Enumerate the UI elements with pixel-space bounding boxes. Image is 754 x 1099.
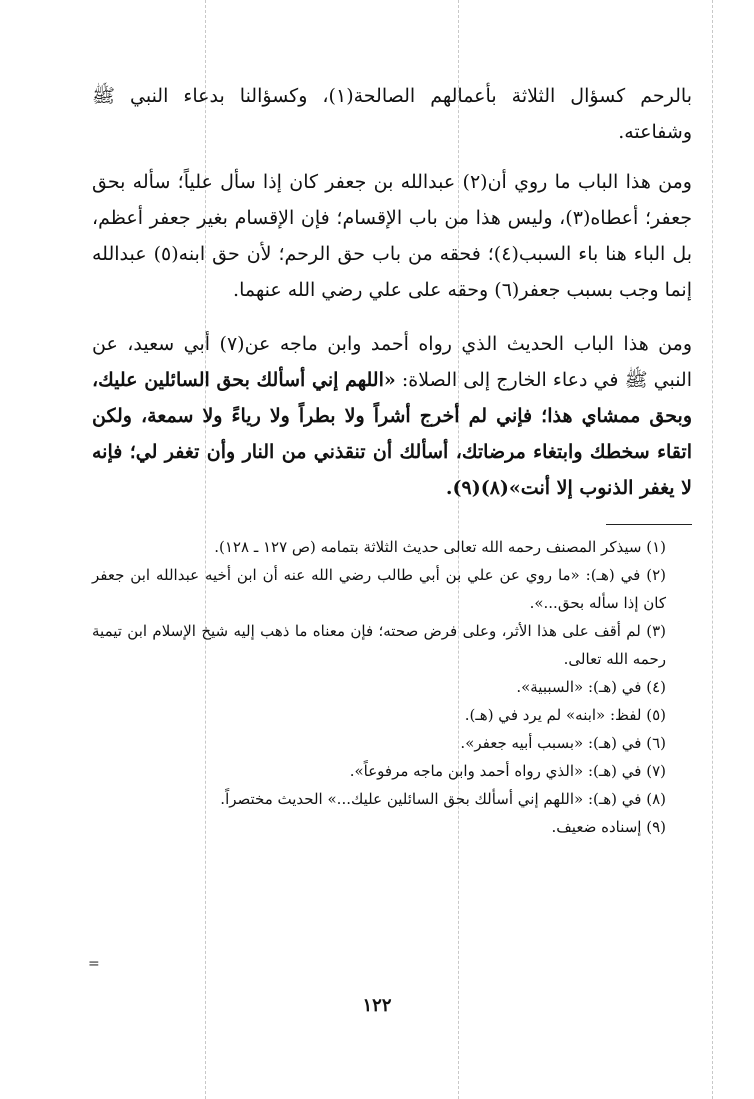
footnote-separator — [606, 524, 692, 525]
footnote-3: (٣) لم أقف على هذا الأثر، وعلى فرض صحته؛ فإن معناه ما ذهب إليه شيخ الإسلام ابن تيمية رحمه الله تعالى. — [92, 622, 666, 668]
paragraph-3 — [92, 326, 692, 506]
footnote-5: (٥) لفظ: «ابنه» لم يرد في (هـ). — [464, 706, 666, 724]
footnote-7: (٧) في (هـ): «الذي رواه أحمد وابن ماجه مرفوعاً». — [349, 762, 666, 780]
paragraph-2: ومن هذا الباب ما روي أن(٢) عبدالله بن جعفر كان إذا سأل علياً؛ سأله بحق جعفر؛ أعطاه(٣)، وليس هذا من باب الإقسام؛ فإن الإقسام بغير جعفر أعظم، بل الباء هنا باء السبب(٤)؛ فحقه من باب حق الرحم؛ لأن حق ابنه(٥) عبدالله إنما وجب بسبب جعفر(٦) وحقه على علي رضي الله عنهما. — [92, 171, 693, 301]
page-content — [92, 78, 692, 841]
footnotes — [92, 533, 692, 841]
footnote-8: (٨) في (هـ): «اللهم إني أسألك بحق السائلين عليك...» الحديث مختصراً. — [220, 790, 666, 808]
footnote-4: (٤) في (هـ): «السببية». — [516, 678, 666, 696]
footnote-2: (٢) في (هـ): «ما روي عن علي بن أبي طالب رضي الله عنه أن ابن أخيه عبدالله ابن جعفر كان إذا سأله بحق...». — [92, 566, 666, 612]
scan-gridline — [712, 0, 713, 1099]
footnote-6: (٦) في (هـ): «بسبب أبيه جعفر». — [460, 734, 666, 752]
footnote-9: (٩) إسناده ضعيف. — [551, 818, 666, 836]
page-number: ١٢٢ — [362, 995, 392, 1016]
footnote-1: (١) سيذكر المصنف رحمه الله تعالى حديث الثلاثة بتمامه (ص ١٢٧ ـ ١٢٨). — [214, 538, 666, 556]
paragraph-3-intro: ومن هذا الباب الحديث الذي رواه أحمد وابن ماجه عن(٧) أبي سعيد، عن النبي ﷺ في دعاء الخارج إلى الصلاة: — [92, 333, 693, 391]
hadith-quote: «اللهم إني أسألك بحق السائلين عليك، وبحق ممشاي هذا؛ فإني لم أخرج أشراً ولا بطراً ولا رياءً ولا سمعة، ولكن اتقاء سخطك وابتغاء مرضاتك، أسألك أن تنقذني من النار وأن تغفر لي؛ فإنه لا يغفر الذنوب إلا أنت»(٨)(٩). — [92, 369, 692, 499]
margin-mark: = — [88, 956, 100, 972]
paragraph-1: بالرحم كسؤال الثلاثة بأعمالهم الصالحة(١)، وكسؤالنا بدعاء النبي ﷺ وشفاعته. — [92, 85, 692, 143]
